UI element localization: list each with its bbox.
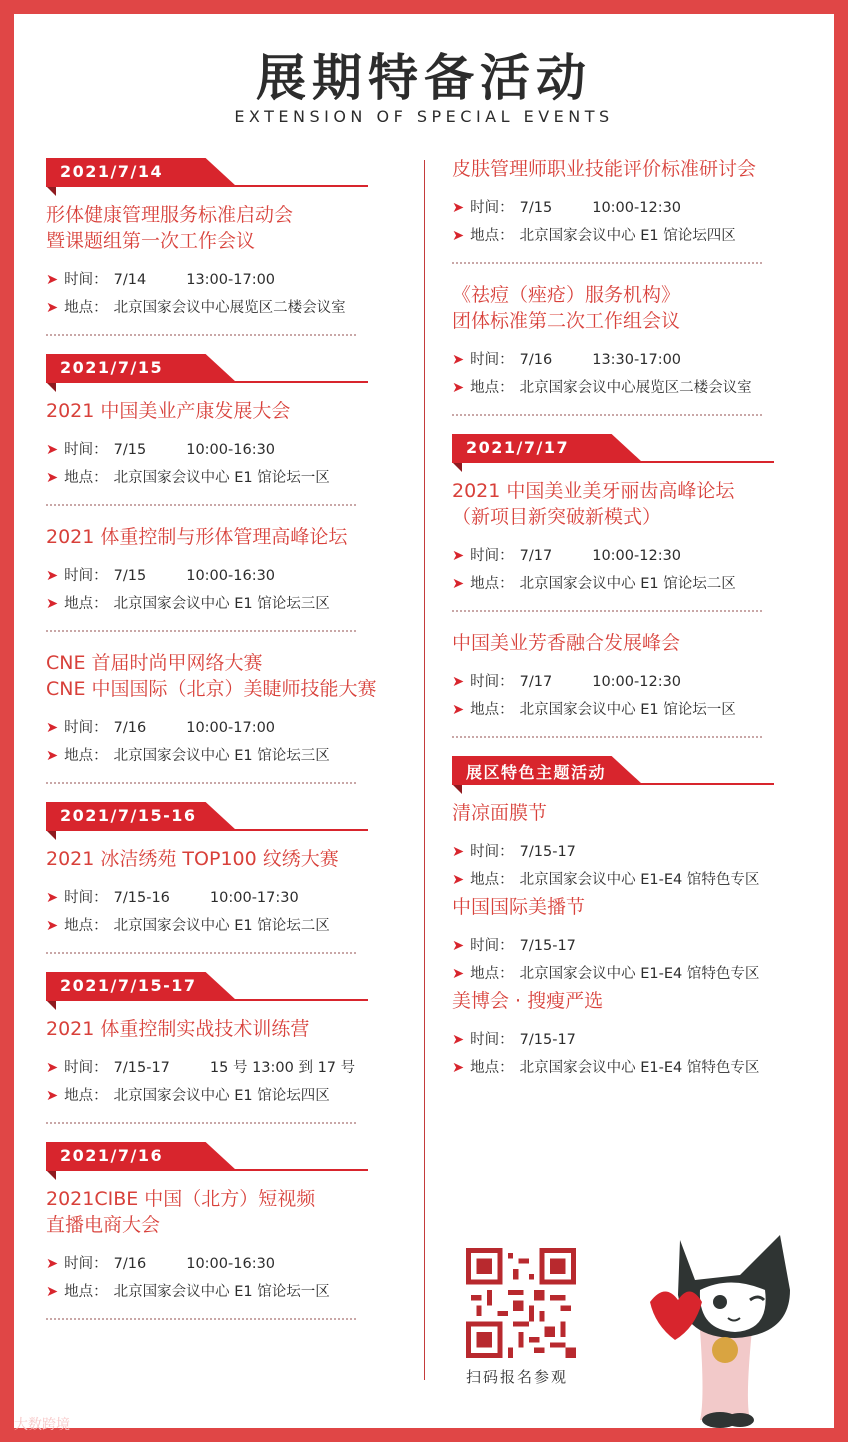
event-title-line: 团体标准第二次工作组会议 xyxy=(452,310,681,332)
info-value: 北京国家会议中心 E1 馆论坛三区 xyxy=(113,748,330,764)
info-value: 北京国家会议中心 E1-E4 馆特色专区 xyxy=(519,1060,760,1076)
info-value: 北京国家会议中心 E1 馆论坛三区 xyxy=(113,596,330,612)
event-time xyxy=(46,562,406,590)
info-label: 时间： xyxy=(470,844,514,860)
date-header xyxy=(46,802,406,832)
event-title-line: 美博会 · 搜瘦严选 xyxy=(452,990,604,1012)
event-title xyxy=(46,846,406,872)
event-time xyxy=(46,714,406,742)
arrow-icon: ➤ xyxy=(46,890,59,906)
event-item xyxy=(452,478,812,612)
info-label: 地点： xyxy=(64,300,108,316)
event-title-line: 形体健康管理服务标准启动会 xyxy=(46,204,294,226)
event-title xyxy=(46,524,406,550)
date-label: 2021/7/15-16 xyxy=(60,806,197,825)
arrow-icon: ➤ xyxy=(452,1032,465,1048)
dotted-separator xyxy=(46,334,356,336)
mascot-cat-illustration xyxy=(640,1220,810,1430)
event-title xyxy=(46,398,406,424)
arrow-icon: ➤ xyxy=(46,596,59,612)
event-title xyxy=(452,156,812,182)
info-label: 地点： xyxy=(470,576,514,592)
info-label: 时间： xyxy=(64,442,108,458)
arrow-icon: ➤ xyxy=(46,918,59,934)
info-value: 7/15-17 xyxy=(519,1032,576,1048)
date-tab-fold xyxy=(46,382,56,392)
arrow-icon: ➤ xyxy=(452,1060,465,1076)
info-label: 地点： xyxy=(64,470,108,486)
event-title-line: 中国美业芳香融合发展峰会 xyxy=(452,632,681,654)
info-label: 地点： xyxy=(470,228,514,244)
info-label: 时间： xyxy=(64,1256,108,1272)
info-label: 地点： xyxy=(470,1060,514,1076)
info-label: 时间： xyxy=(470,352,514,368)
info-value: 7/16 xyxy=(113,720,147,736)
arrow-icon: ➤ xyxy=(46,470,59,486)
dotted-separator xyxy=(452,414,762,416)
info-value: 7/15 xyxy=(519,200,553,216)
date-tab-fold xyxy=(452,462,462,472)
event-title xyxy=(452,282,812,334)
info-time: 10:00-16:30 xyxy=(186,568,276,584)
event-place xyxy=(46,1082,406,1110)
event-place xyxy=(46,912,406,940)
event-time xyxy=(452,542,812,570)
dotted-separator xyxy=(46,1122,356,1124)
info-value: 7/17 xyxy=(519,548,553,564)
info-label: 地点： xyxy=(64,748,108,764)
info-label: 时间： xyxy=(64,568,108,584)
dotted-separator xyxy=(452,736,762,738)
date-header xyxy=(46,1142,406,1172)
date-tab-fold xyxy=(46,1170,56,1180)
info-label: 地点： xyxy=(64,918,108,934)
event-item xyxy=(46,1186,406,1320)
info-label: 地点： xyxy=(64,596,108,612)
event-title xyxy=(46,1186,406,1238)
event-title xyxy=(46,1016,406,1042)
info-value: 北京国家会议中心展览区二楼会议室 xyxy=(519,380,752,396)
arrow-icon: ➤ xyxy=(452,380,465,396)
info-time: 10:00-16:30 xyxy=(186,442,276,458)
info-value: 北京国家会议中心 E1 馆论坛一区 xyxy=(113,470,330,486)
date-rule xyxy=(46,829,368,831)
arrow-icon: ➤ xyxy=(452,352,465,368)
date-label: 2021/7/17 xyxy=(466,438,570,457)
info-time: 10:00-16:30 xyxy=(186,1256,276,1272)
event-place xyxy=(452,696,812,724)
info-label: 时间： xyxy=(470,938,514,954)
dotted-separator xyxy=(46,952,356,954)
arrow-icon: ➤ xyxy=(46,1256,59,1272)
event-place xyxy=(46,1278,406,1306)
info-time: 10:00-12:30 xyxy=(592,674,682,690)
info-time: 10:00-17:00 xyxy=(186,720,276,736)
date-label: 展区特色主题活动 xyxy=(466,763,607,782)
date-label: 2021/7/16 xyxy=(60,1146,164,1165)
page-title: 展期特备活动 xyxy=(256,49,592,107)
event-time xyxy=(452,932,812,960)
event-item xyxy=(46,650,406,784)
arrow-icon: ➤ xyxy=(46,748,59,764)
event-item xyxy=(452,988,812,1082)
dotted-separator xyxy=(452,262,762,264)
info-label: 时间： xyxy=(470,674,514,690)
info-label: 地点： xyxy=(470,872,514,888)
info-value: 北京国家会议中心展览区二楼会议室 xyxy=(113,300,346,316)
event-place xyxy=(46,742,406,770)
info-label: 时间： xyxy=(64,890,108,906)
event-place xyxy=(452,222,812,250)
left-column xyxy=(46,158,406,1338)
dotted-separator xyxy=(46,630,356,632)
date-label: 2021/7/14 xyxy=(60,162,164,181)
event-title-line: 中国国际美播节 xyxy=(452,896,586,918)
right-column xyxy=(452,156,812,1082)
arrow-icon: ➤ xyxy=(46,1088,59,1104)
event-time xyxy=(46,1054,406,1082)
info-time: 13:30-17:00 xyxy=(592,352,682,368)
event-time xyxy=(452,838,812,866)
event-item xyxy=(46,524,406,632)
date-header xyxy=(46,972,406,1002)
event-title-line: 《祛痘（痤疮）服务机构》 xyxy=(452,284,681,306)
event-time xyxy=(46,266,406,294)
event-title xyxy=(452,630,812,656)
info-value: 7/14 xyxy=(113,272,147,288)
date-tab-fold xyxy=(46,1000,56,1010)
date-header xyxy=(452,434,812,464)
date-tab-fold xyxy=(452,784,462,794)
event-place xyxy=(452,374,812,402)
date-rule xyxy=(452,461,774,463)
info-label: 时间： xyxy=(470,548,514,564)
event-title-line: 清凉面膜节 xyxy=(452,802,548,824)
event-time xyxy=(46,1250,406,1278)
info-value: 北京国家会议中心 E1-E4 馆特色专区 xyxy=(519,966,760,982)
event-title-line: 2021 体重控制与形体管理高峰论坛 xyxy=(46,526,348,548)
event-title-line: 2021 中国美业产康发展大会 xyxy=(46,400,291,422)
date-rule xyxy=(46,999,368,1001)
event-title-line: 2021 中国美业美牙丽齿高峰论坛 xyxy=(452,480,735,502)
event-item xyxy=(452,894,812,988)
info-label: 时间： xyxy=(470,200,514,216)
qr-label: 扫码报名参观 xyxy=(466,1368,569,1386)
event-title-line: 皮肤管理师职业技能评价标准研讨会 xyxy=(452,158,757,180)
event-item xyxy=(46,1016,406,1124)
info-label: 地点： xyxy=(470,702,514,718)
dotted-separator xyxy=(46,782,356,784)
info-label: 地点： xyxy=(64,1088,108,1104)
info-value: 北京国家会议中心 E1-E4 馆特色专区 xyxy=(519,872,760,888)
info-time: 13:00-17:00 xyxy=(186,272,276,288)
event-title-line: CNE 中国国际（北京）美睫师技能大赛 xyxy=(46,678,377,700)
arrow-icon: ➤ xyxy=(452,702,465,718)
event-title-line: CNE 首届时尚甲网络大赛 xyxy=(46,652,263,674)
info-value: 7/15 xyxy=(113,568,147,584)
event-title-line: （新项目新突破新模式） xyxy=(452,506,662,528)
info-value: 7/15-17 xyxy=(519,844,576,860)
info-value: 7/15-17 xyxy=(113,1060,170,1076)
date-header xyxy=(452,756,812,786)
info-value: 北京国家会议中心 E1 馆论坛一区 xyxy=(113,1284,330,1300)
arrow-icon: ➤ xyxy=(46,272,59,288)
arrow-icon: ➤ xyxy=(46,568,59,584)
dotted-separator xyxy=(46,1318,356,1320)
event-time xyxy=(452,346,812,374)
arrow-icon: ➤ xyxy=(452,200,465,216)
event-place xyxy=(452,866,812,894)
info-label: 地点： xyxy=(470,966,514,982)
arrow-icon: ➤ xyxy=(452,576,465,592)
info-value: 7/15-16 xyxy=(113,890,170,906)
date-rule xyxy=(46,185,368,187)
event-title-line: 2021 冰洁绣苑 TOP100 纹绣大赛 xyxy=(46,848,339,870)
info-value: 7/15-17 xyxy=(519,938,576,954)
event-title-line: 暨课题组第一次工作会议 xyxy=(46,230,256,252)
event-item xyxy=(46,202,406,336)
info-value: 7/17 xyxy=(519,674,553,690)
event-title-line: 2021CIBE 中国（北方）短视频 xyxy=(46,1188,316,1210)
info-value: 北京国家会议中心 E1 馆论坛四区 xyxy=(113,1088,330,1104)
info-label: 地点： xyxy=(64,1284,108,1300)
arrow-icon: ➤ xyxy=(46,442,59,458)
event-time xyxy=(46,884,406,912)
event-item xyxy=(452,630,812,738)
event-place xyxy=(452,570,812,598)
arrow-icon: ➤ xyxy=(46,300,59,316)
event-item xyxy=(452,282,812,416)
event-title xyxy=(452,988,812,1014)
date-label: 2021/7/15-17 xyxy=(60,976,197,995)
arrow-icon: ➤ xyxy=(46,1284,59,1300)
date-label: 2021/7/15 xyxy=(60,358,164,377)
info-label: 时间： xyxy=(470,1032,514,1048)
arrow-icon: ➤ xyxy=(452,844,465,860)
info-time: 15 号 13:00 到 17 号 xyxy=(209,1060,356,1076)
event-time xyxy=(452,1026,812,1054)
date-tab-fold xyxy=(46,830,56,840)
event-item xyxy=(452,156,812,264)
dotted-separator xyxy=(452,610,762,612)
event-title xyxy=(452,894,812,920)
info-value: 7/15 xyxy=(113,442,147,458)
event-item xyxy=(452,800,812,894)
date-rule xyxy=(46,1169,368,1171)
info-time: 10:00-12:30 xyxy=(592,200,682,216)
date-rule xyxy=(452,783,774,785)
arrow-icon: ➤ xyxy=(452,966,465,982)
qr-code[interactable] xyxy=(466,1248,576,1358)
info-value: 北京国家会议中心 E1 馆论坛一区 xyxy=(519,702,736,718)
column-divider xyxy=(424,160,425,1380)
info-label: 时间： xyxy=(64,720,108,736)
arrow-icon: ➤ xyxy=(452,674,465,690)
event-title-line: 2021 体重控制实战技术训练营 xyxy=(46,1018,310,1040)
date-header xyxy=(46,158,406,188)
event-item xyxy=(46,846,406,954)
event-place xyxy=(452,960,812,988)
info-value: 北京国家会议中心 E1 馆论坛四区 xyxy=(519,228,736,244)
info-label: 地点： xyxy=(470,380,514,396)
info-value: 7/16 xyxy=(519,352,553,368)
event-place xyxy=(452,1054,812,1082)
event-item xyxy=(46,398,406,506)
event-place xyxy=(46,464,406,492)
arrow-icon: ➤ xyxy=(452,548,465,564)
event-place xyxy=(46,294,406,322)
event-title xyxy=(46,650,406,702)
event-time xyxy=(46,436,406,464)
arrow-icon: ➤ xyxy=(452,228,465,244)
event-place xyxy=(46,590,406,618)
event-title xyxy=(452,800,812,826)
info-value: 7/16 xyxy=(113,1256,147,1272)
watermark: 大数跨境 xyxy=(14,1417,70,1433)
info-label: 时间： xyxy=(64,1060,108,1076)
page-subtitle: EXTENSION OF SPECIAL EVENTS xyxy=(234,107,614,126)
date-rule xyxy=(46,381,368,383)
date-tab-fold xyxy=(46,186,56,196)
event-time xyxy=(452,194,812,222)
event-title xyxy=(452,478,812,530)
info-label: 时间： xyxy=(64,272,108,288)
dotted-separator xyxy=(46,504,356,506)
event-title xyxy=(46,202,406,254)
event-title-line: 直播电商大会 xyxy=(46,1214,161,1236)
arrow-icon: ➤ xyxy=(46,720,59,736)
info-time: 10:00-17:30 xyxy=(209,890,299,906)
event-time xyxy=(452,668,812,696)
date-header xyxy=(46,354,406,384)
info-time: 10:00-12:30 xyxy=(592,548,682,564)
arrow-icon: ➤ xyxy=(452,872,465,888)
arrow-icon: ➤ xyxy=(452,938,465,954)
arrow-icon: ➤ xyxy=(46,1060,59,1076)
info-value: 北京国家会议中心 E1 馆论坛二区 xyxy=(113,918,330,934)
info-value: 北京国家会议中心 E1 馆论坛二区 xyxy=(519,576,736,592)
